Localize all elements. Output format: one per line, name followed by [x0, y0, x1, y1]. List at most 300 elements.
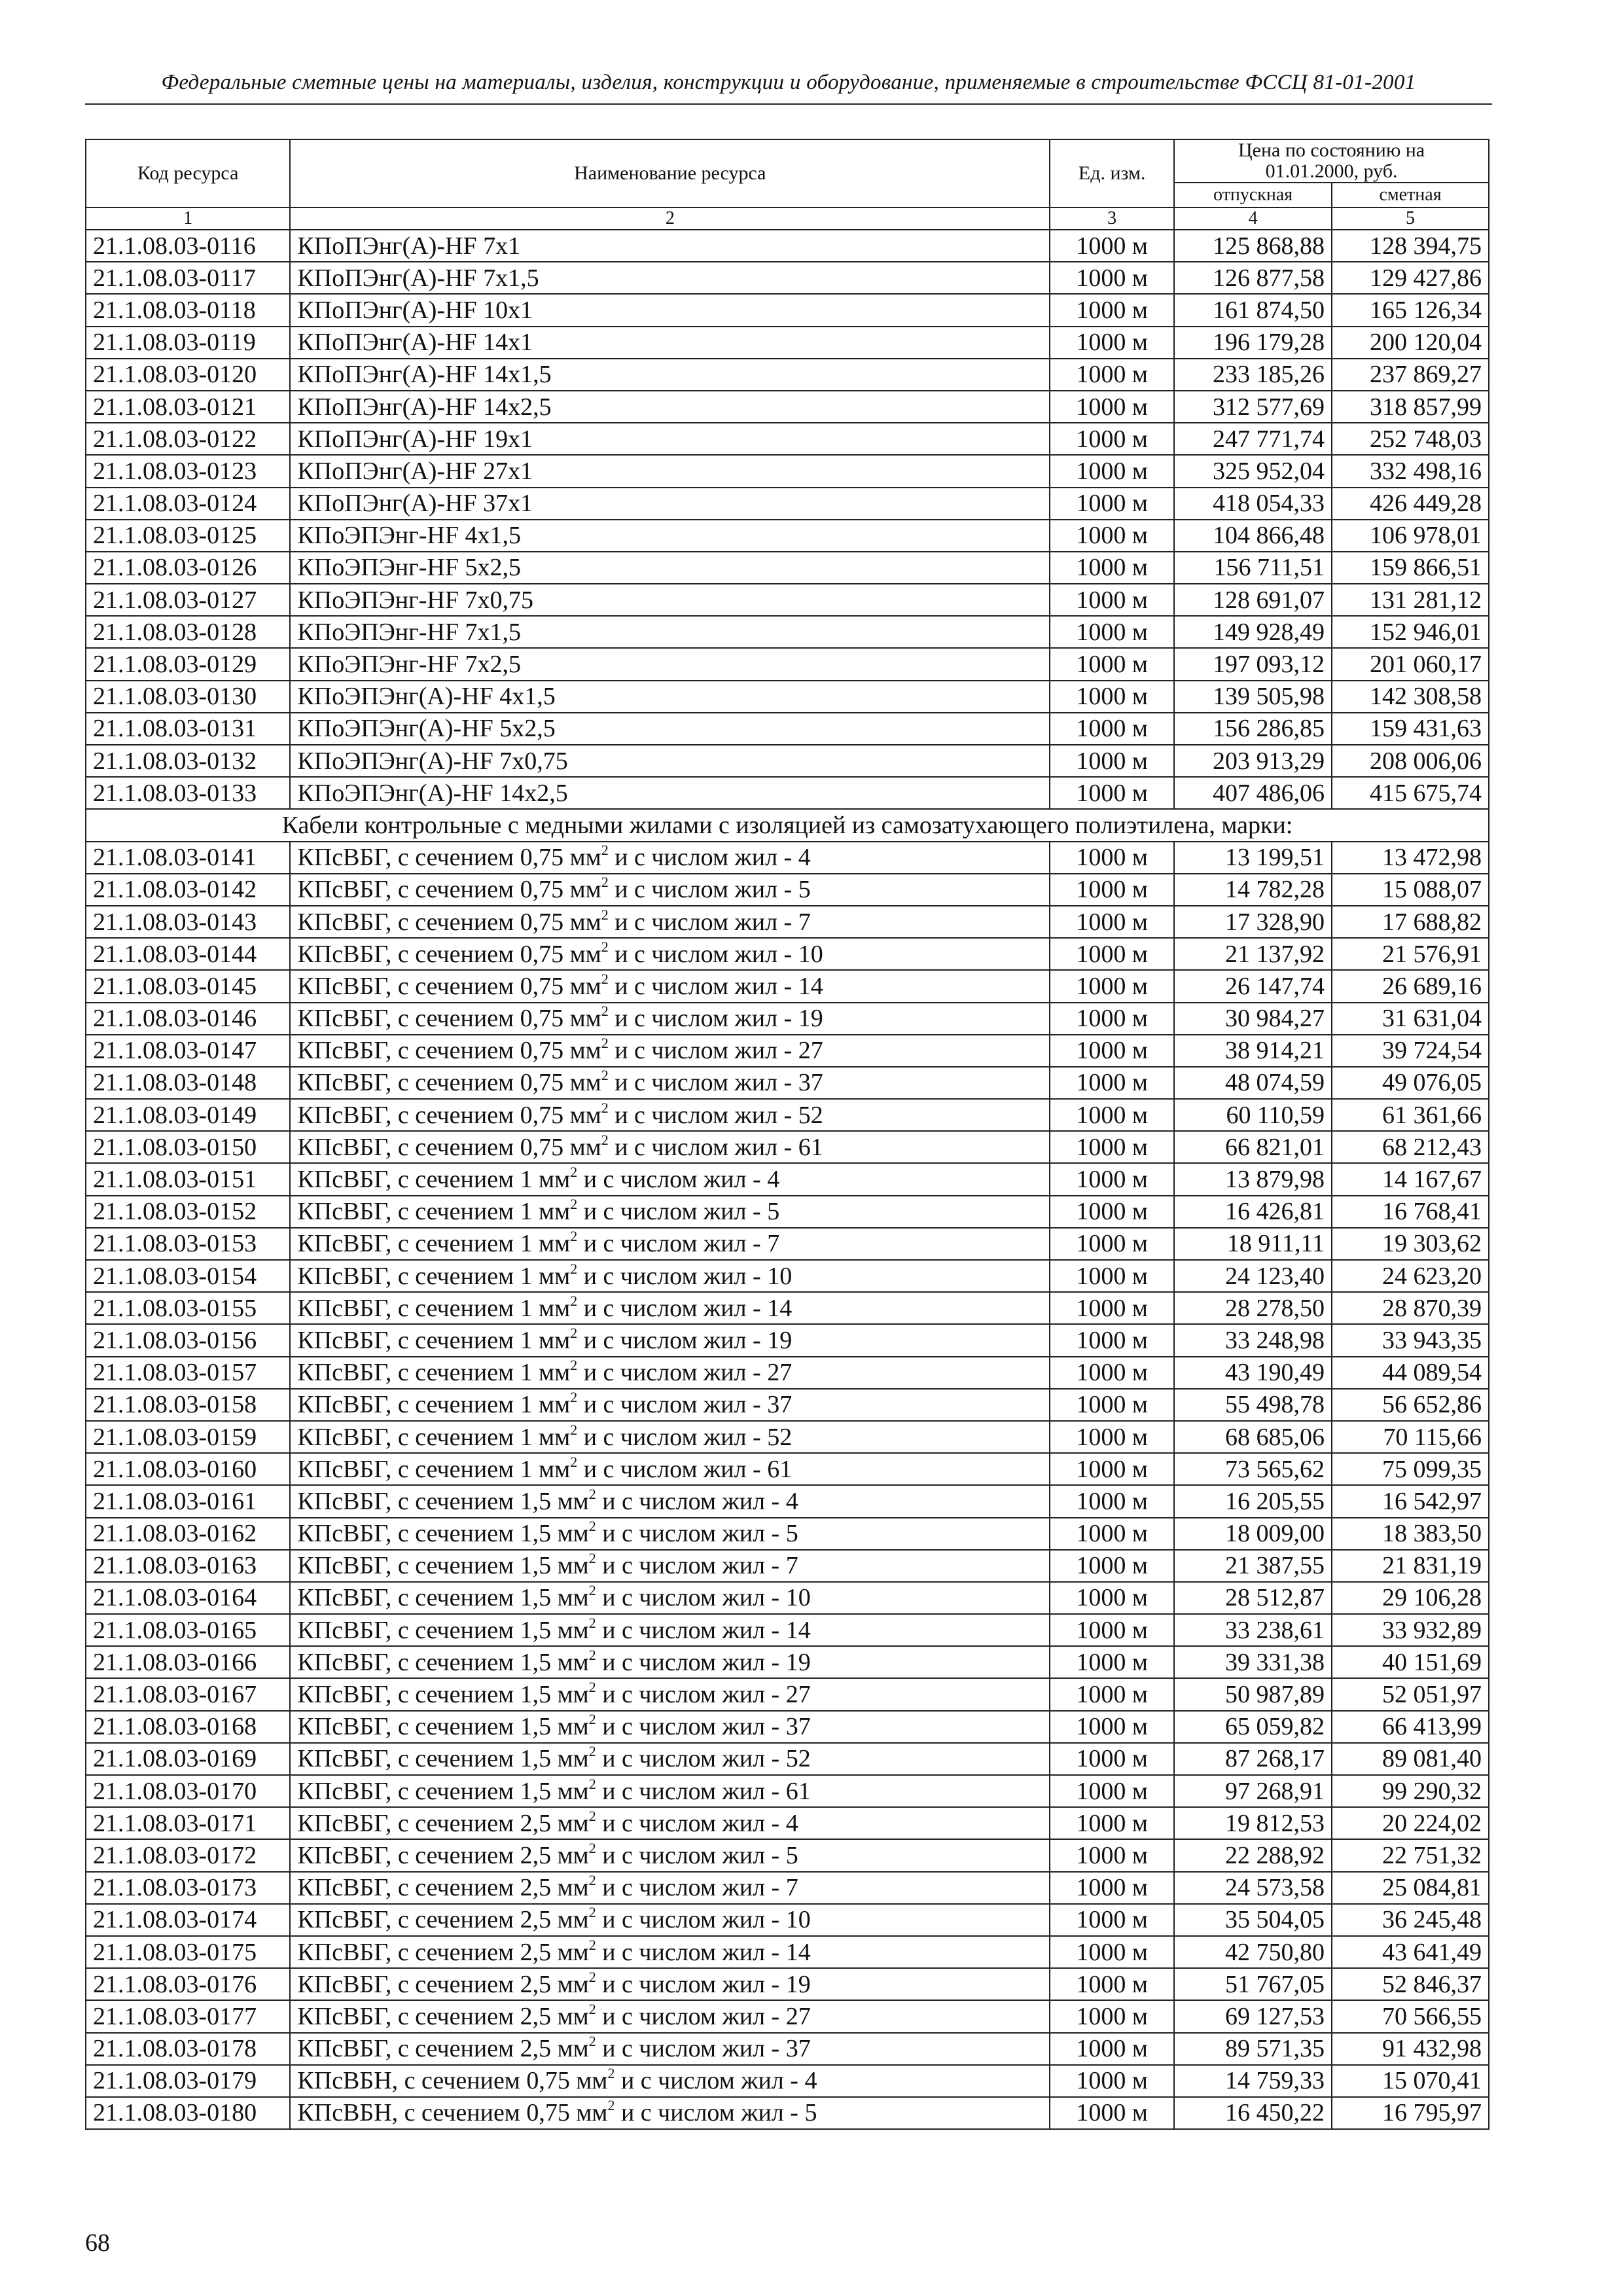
cable-brand: КПсВБГ, — [297, 1584, 392, 1612]
estimate-price: 18 383,50 — [1332, 1518, 1489, 1550]
core-count: 4 — [785, 1809, 798, 1837]
cable-brand: КПсВБН, — [297, 2067, 399, 2095]
resource-name — [290, 1936, 1050, 1968]
unit-power: 2 — [588, 2033, 596, 2050]
name-prefix: с сечением — [397, 1745, 514, 1773]
estimate-price: 159 866,51 — [1332, 552, 1489, 584]
release-price: 125 868,88 — [1174, 230, 1332, 262]
name-prefix: с сечением — [397, 1841, 514, 1869]
resource-code: 21.1.08.03-0162 — [86, 1518, 290, 1550]
core-count: 61 — [785, 1777, 811, 1805]
estimate-price: 89 081,40 — [1332, 1743, 1489, 1775]
section-unit: мм — [557, 1809, 589, 1837]
estimate-price: 106 978,01 — [1332, 520, 1489, 552]
section-unit: мм — [557, 1648, 589, 1676]
unit-power: 2 — [588, 1743, 596, 1760]
table-row — [86, 1646, 1489, 1678]
unit-cell: 1000 м — [1050, 262, 1174, 294]
table-row — [86, 1389, 1489, 1421]
release-price: 16 205,55 — [1174, 1485, 1332, 1517]
resource-name — [290, 1453, 1050, 1485]
name-prefix: с сечением — [397, 1262, 514, 1290]
estimate-price: 200 120,04 — [1332, 327, 1489, 359]
section-heading-group — [86, 809, 1489, 841]
table-row — [86, 2065, 1489, 2097]
core-count: 4 — [785, 1487, 798, 1515]
table-body-a — [86, 230, 1489, 809]
release-price: 16 426,81 — [1174, 1196, 1332, 1228]
resource-code: 21.1.08.03-0177 — [86, 2000, 290, 2032]
section-unit: мм — [557, 2002, 589, 2030]
unit-power: 2 — [570, 1453, 578, 1470]
resource-name — [290, 1099, 1050, 1131]
unit-power: 2 — [570, 1421, 578, 1438]
core-count: 5 — [767, 1198, 780, 1226]
col-number: 5 — [1332, 207, 1489, 230]
resource-code: 21.1.08.03-0151 — [86, 1163, 290, 1195]
table-row — [86, 1228, 1489, 1260]
col-header-estimate: сметная — [1332, 183, 1489, 207]
unit-cell: 1000 м — [1050, 1485, 1174, 1517]
name-middle: и с числом жил - — [615, 1101, 793, 1129]
section-unit: мм — [557, 1777, 589, 1805]
release-price: 161 874,50 — [1174, 294, 1332, 326]
table-row — [86, 327, 1489, 359]
estimate-price: 56 652,86 — [1332, 1389, 1489, 1421]
resource-code: 21.1.08.03-0121 — [86, 391, 290, 423]
name-middle: и с числом жил - — [583, 1294, 761, 1322]
table-row — [86, 1872, 1489, 1904]
name-middle: и с числом жил - — [615, 1005, 793, 1033]
release-price: 66 821,01 — [1174, 1131, 1332, 1163]
cable-brand: КПсВБГ, — [297, 1841, 392, 1869]
cable-brand: КПсВБГ, — [297, 1906, 392, 1934]
table-row — [86, 1421, 1489, 1453]
resource-name — [290, 842, 1050, 874]
release-price: 14 759,33 — [1174, 2065, 1332, 2097]
resource-code: 21.1.08.03-0123 — [86, 455, 290, 487]
price-table — [85, 139, 1489, 2130]
cable-brand: КПсВБГ, — [297, 1874, 392, 1902]
table-row — [86, 777, 1489, 809]
unit-cell: 1000 м — [1050, 1035, 1174, 1067]
table-row — [86, 1678, 1489, 1710]
table-row — [86, 1035, 1489, 1067]
cross-section: 1 — [520, 1326, 533, 1354]
cross-section: 1,5 — [520, 1681, 552, 1709]
estimate-price: 61 361,66 — [1332, 1099, 1489, 1131]
name-middle: и с числом жил - — [602, 1552, 780, 1580]
estimate-price: 70 566,55 — [1332, 2000, 1489, 2032]
section-unit: мм — [569, 1037, 601, 1065]
resource-code: 21.1.08.03-0176 — [86, 1968, 290, 2000]
table-row — [86, 713, 1489, 745]
table-row — [86, 584, 1489, 616]
name-middle: и с числом жил - — [620, 2099, 798, 2127]
cross-section: 0,75 — [520, 1133, 564, 1161]
cross-section: 2,5 — [520, 2002, 552, 2030]
resource-code: 21.1.08.03-0130 — [86, 681, 290, 713]
estimate-price: 68 212,43 — [1332, 1131, 1489, 1163]
table-row — [86, 1260, 1489, 1292]
estimate-price: 33 932,89 — [1332, 1614, 1489, 1646]
cable-brand: КПсВБГ, — [297, 876, 392, 904]
table-row — [86, 1775, 1489, 1807]
cross-section: 1,5 — [520, 1745, 552, 1773]
unit-cell: 1000 м — [1050, 488, 1174, 520]
table-row — [86, 1614, 1489, 1646]
core-count: 19 — [798, 1005, 823, 1033]
table-row — [86, 1743, 1489, 1775]
release-price: 42 750,80 — [1174, 1936, 1332, 1968]
table-row — [86, 1163, 1489, 1195]
name-prefix: с сечением — [397, 1713, 514, 1741]
unit-power: 2 — [588, 1485, 596, 1502]
core-count: 14 — [767, 1294, 793, 1322]
cable-brand: КПсВБГ, — [297, 2002, 392, 2030]
cross-section: 1 — [520, 1198, 533, 1226]
cross-section: 0,75 — [520, 1101, 564, 1129]
section-unit: мм — [557, 1874, 589, 1902]
name-middle: и с числом жил - — [583, 1230, 761, 1258]
resource-name: КПоПЭнг(А)-HF 27x1 — [290, 455, 1050, 487]
cable-brand: КПсВБН, — [297, 2099, 399, 2127]
resource-code: 21.1.08.03-0158 — [86, 1389, 290, 1421]
name-prefix: с сечением — [397, 1326, 514, 1354]
resource-name — [290, 906, 1050, 938]
section-unit: мм — [557, 1970, 589, 1998]
unit-power: 2 — [601, 938, 609, 955]
name-middle: и с числом жил - — [602, 1616, 780, 1644]
cable-brand: КПсВБГ, — [297, 1616, 392, 1644]
resource-code: 21.1.08.03-0116 — [86, 230, 290, 262]
estimate-price: 332 498,16 — [1332, 455, 1489, 487]
estimate-price: 25 084,81 — [1332, 1872, 1489, 1904]
cable-brand: КПсВБГ, — [297, 1552, 392, 1580]
resource-name — [290, 1035, 1050, 1067]
unit-cell: 1000 м — [1050, 1196, 1174, 1228]
unit-power: 2 — [588, 1711, 596, 1728]
resource-code: 21.1.08.03-0146 — [86, 1003, 290, 1035]
section-unit: мм — [569, 940, 601, 968]
estimate-price: 426 449,28 — [1332, 488, 1489, 520]
table-row — [86, 230, 1489, 262]
release-price: 28 512,87 — [1174, 1582, 1332, 1614]
name-middle: и с числом жил - — [602, 1809, 780, 1837]
name-prefix: с сечением — [397, 1906, 514, 1934]
name-prefix: с сечением — [397, 972, 514, 1000]
section-unit: мм — [539, 1455, 571, 1483]
col-number: 1 — [86, 207, 290, 230]
resource-code: 21.1.08.03-0120 — [86, 359, 290, 391]
estimate-price: 31 631,04 — [1332, 1003, 1489, 1035]
table-row — [86, 745, 1489, 777]
unit-cell: 1000 м — [1050, 1131, 1174, 1163]
table-row — [86, 874, 1489, 906]
col-header-price: Цена по состоянию на 01.01.2000, руб. — [1174, 139, 1489, 183]
table-row — [86, 1518, 1489, 1550]
name-prefix: с сечением — [397, 1552, 514, 1580]
release-price: 60 110,59 — [1174, 1099, 1332, 1131]
cross-section: 1 — [520, 1230, 533, 1258]
section-unit: мм — [557, 1745, 589, 1773]
unit-cell: 1000 м — [1050, 1582, 1174, 1614]
name-middle: и с числом жил - — [615, 972, 793, 1000]
release-price: 312 577,69 — [1174, 391, 1332, 423]
core-count: 14 — [785, 1938, 811, 1966]
resource-code: 21.1.08.03-0126 — [86, 552, 290, 584]
unit-power: 2 — [588, 1968, 596, 1985]
table-row — [86, 294, 1489, 326]
cross-section: 1 — [520, 1294, 533, 1322]
resource-name — [290, 1067, 1050, 1099]
cable-brand: КПсВБГ, — [297, 1198, 392, 1226]
cross-section: 0,75 — [520, 908, 564, 936]
release-price: 33 248,98 — [1174, 1324, 1332, 1356]
resource-code: 21.1.08.03-0150 — [86, 1131, 290, 1163]
cross-section: 0,75 — [526, 2099, 570, 2127]
section-unit: мм — [557, 1520, 589, 1548]
resource-name — [290, 1968, 1050, 2000]
cable-brand: КПсВБГ, — [297, 2035, 392, 2063]
table-row — [86, 488, 1489, 520]
name-middle: и с числом жил - — [583, 1326, 761, 1354]
section-unit: мм — [557, 1487, 589, 1515]
release-price: 19 812,53 — [1174, 1807, 1332, 1839]
release-price: 233 185,26 — [1174, 359, 1332, 391]
resource-code: 21.1.08.03-0119 — [86, 327, 290, 359]
unit-cell: 1000 м — [1050, 1324, 1174, 1356]
resource-code: 21.1.08.03-0157 — [86, 1357, 290, 1389]
name-prefix: с сечением — [397, 1005, 514, 1033]
unit-cell: 1000 м — [1050, 2033, 1174, 2065]
resource-name: КПоПЭнг(А)-HF 37x1 — [290, 488, 1050, 520]
cable-brand: КПсВБГ, — [297, 1455, 392, 1483]
unit-cell: 1000 м — [1050, 1646, 1174, 1678]
header-rule — [85, 103, 1492, 105]
name-middle: и с числом жил - — [620, 2067, 798, 2095]
name-middle: и с числом жил - — [583, 1198, 761, 1226]
name-middle: и с числом жил - — [615, 1069, 793, 1097]
release-price: 55 498,78 — [1174, 1389, 1332, 1421]
unit-cell: 1000 м — [1050, 1678, 1174, 1710]
unit-power: 2 — [601, 970, 609, 987]
cable-brand: КПсВБГ, — [297, 1359, 392, 1387]
resource-name — [290, 1743, 1050, 1775]
unit-power: 2 — [607, 2097, 615, 2114]
col-header-unit: Ед. изм. — [1050, 139, 1174, 207]
name-middle: и с числом жил - — [602, 1520, 780, 1548]
name-prefix: с сечением — [397, 1809, 514, 1837]
name-middle: и с числом жил - — [602, 1745, 780, 1773]
resource-code: 21.1.08.03-0165 — [86, 1614, 290, 1646]
name-middle: и с числом жил - — [602, 1487, 780, 1515]
estimate-price: 14 167,67 — [1332, 1163, 1489, 1195]
name-prefix: с сечением — [397, 1970, 514, 1998]
name-prefix: с сечением — [397, 844, 514, 872]
name-middle: и с числом жил - — [583, 1166, 761, 1194]
section-unit: мм — [557, 1681, 589, 1709]
col-header-release: отпускная — [1174, 183, 1332, 207]
core-count: 10 — [767, 1262, 793, 1290]
table-row — [86, 1839, 1489, 1871]
unit-cell: 1000 м — [1050, 1453, 1174, 1485]
resource-code: 21.1.08.03-0152 — [86, 1196, 290, 1228]
estimate-price: 24 623,20 — [1332, 1260, 1489, 1292]
section-unit: мм — [539, 1294, 571, 1322]
release-price: 21 137,92 — [1174, 938, 1332, 970]
name-prefix: с сечением — [397, 876, 514, 904]
name-prefix: с сечением — [397, 1359, 514, 1387]
name-prefix: с сечением — [397, 1230, 514, 1258]
resource-code: 21.1.08.03-0143 — [86, 906, 290, 938]
unit-cell: 1000 м — [1050, 874, 1174, 906]
unit-power: 2 — [588, 1646, 596, 1663]
table-row — [86, 1292, 1489, 1324]
resource-name — [290, 1260, 1050, 1292]
section-unit: мм — [557, 1584, 589, 1612]
core-count: 37 — [785, 1713, 811, 1741]
unit-cell: 1000 м — [1050, 1518, 1174, 1550]
table-row — [86, 1485, 1489, 1517]
unit-cell: 1000 м — [1050, 2097, 1174, 2129]
estimate-price: 40 151,69 — [1332, 1646, 1489, 1678]
name-middle: и с числом жил - — [583, 1262, 761, 1290]
resource-code: 21.1.08.03-0145 — [86, 970, 290, 1002]
cable-brand: КПсВБГ, — [297, 1133, 392, 1161]
cable-brand: КПсВБГ, — [297, 1713, 392, 1741]
unit-power: 2 — [601, 874, 609, 891]
cable-brand: КПсВБГ, — [297, 1777, 392, 1805]
table-row — [86, 1099, 1489, 1131]
resource-name: КПоПЭнг(А)-HF 10x1 — [290, 294, 1050, 326]
section-unit: мм — [557, 1841, 589, 1869]
estimate-price: 129 427,86 — [1332, 262, 1489, 294]
resource-name — [290, 874, 1050, 906]
name-prefix: с сечением — [397, 1133, 514, 1161]
release-price: 68 685,06 — [1174, 1421, 1332, 1453]
resource-name: КПоЭПЭнг-HF 5x2,5 — [290, 552, 1050, 584]
cross-section: 0,75 — [520, 1037, 564, 1065]
core-count: 27 — [785, 2002, 811, 2030]
estimate-price: 252 748,03 — [1332, 423, 1489, 455]
col-header-code: Код ресурса — [86, 139, 290, 207]
estimate-price: 39 724,54 — [1332, 1035, 1489, 1067]
resource-code: 21.1.08.03-0133 — [86, 777, 290, 809]
table-row — [86, 455, 1489, 487]
name-prefix: с сечением — [397, 1648, 514, 1676]
col-number: 2 — [290, 207, 1050, 230]
unit-cell: 1000 м — [1050, 1421, 1174, 1453]
release-price: 43 190,49 — [1174, 1357, 1332, 1389]
estimate-price: 26 689,16 — [1332, 970, 1489, 1002]
name-middle: и с числом жил - — [615, 940, 793, 968]
release-price: 407 486,06 — [1174, 777, 1332, 809]
resource-code: 21.1.08.03-0170 — [86, 1775, 290, 1807]
unit-power: 2 — [570, 1292, 578, 1309]
resource-name: КПоПЭнг(А)-HF 14x2,5 — [290, 391, 1050, 423]
release-price: 418 054,33 — [1174, 488, 1332, 520]
section-unit: мм — [539, 1230, 571, 1258]
unit-power: 2 — [588, 1550, 596, 1567]
core-count: 10 — [798, 940, 823, 968]
estimate-price: 16 768,41 — [1332, 1196, 1489, 1228]
core-count: 5 — [785, 1841, 798, 1869]
resource-code: 21.1.08.03-0128 — [86, 616, 290, 648]
core-count: 5 — [785, 1520, 798, 1548]
name-prefix: с сечением — [397, 1487, 514, 1515]
estimate-price: 15 088,07 — [1332, 874, 1489, 906]
name-prefix: с сечением — [397, 1037, 514, 1065]
estimate-price: 17 688,82 — [1332, 906, 1489, 938]
unit-power: 2 — [588, 1904, 596, 1921]
name-middle: и с числом жил - — [602, 1906, 780, 1934]
resource-code: 21.1.08.03-0180 — [86, 2097, 290, 2129]
name-middle: и с числом жил - — [602, 1713, 780, 1741]
unit-cell: 1000 м — [1050, 1839, 1174, 1871]
resource-code: 21.1.08.03-0155 — [86, 1292, 290, 1324]
estimate-price: 33 943,35 — [1332, 1324, 1489, 1356]
cable-brand: КПсВБГ, — [297, 1745, 392, 1773]
estimate-price: 237 869,27 — [1332, 359, 1489, 391]
name-middle: и с числом жил - — [583, 1359, 761, 1387]
core-count: 19 — [785, 1970, 811, 1998]
section-unit: мм — [569, 1133, 601, 1161]
cable-brand: КПсВБГ, — [297, 1487, 392, 1515]
cable-brand: КПсВБГ, — [297, 972, 392, 1000]
unit-cell: 1000 м — [1050, 1099, 1174, 1131]
release-price: 24 573,58 — [1174, 1872, 1332, 1904]
table-body-b — [86, 842, 1489, 2130]
cable-brand: КПсВБГ, — [297, 844, 392, 872]
release-price: 149 928,49 — [1174, 616, 1332, 648]
core-count: 27 — [798, 1037, 823, 1065]
name-middle: и с числом жил - — [602, 1648, 780, 1676]
col-number: 4 — [1174, 207, 1332, 230]
unit-cell: 1000 м — [1050, 1389, 1174, 1421]
release-price: 247 771,74 — [1174, 423, 1332, 455]
resource-code: 21.1.08.03-0161 — [86, 1485, 290, 1517]
release-price: 39 331,38 — [1174, 1646, 1332, 1678]
unit-cell: 1000 м — [1050, 1743, 1174, 1775]
resource-code: 21.1.08.03-0178 — [86, 2033, 290, 2065]
resource-code: 21.1.08.03-0154 — [86, 1260, 290, 1292]
name-prefix: с сечением — [397, 1455, 514, 1483]
name-prefix: с сечением — [404, 2099, 520, 2127]
cross-section: 1 — [520, 1166, 533, 1194]
unit-cell: 1000 м — [1050, 681, 1174, 713]
resource-code: 21.1.08.03-0174 — [86, 1904, 290, 1936]
section-unit: мм — [569, 972, 601, 1000]
resource-name — [290, 1292, 1050, 1324]
estimate-price: 16 795,97 — [1332, 2097, 1489, 2129]
unit-power: 2 — [601, 906, 609, 923]
resource-code: 21.1.08.03-0147 — [86, 1035, 290, 1067]
cross-section: 1,5 — [520, 1777, 552, 1805]
cable-brand: КПсВБГ, — [297, 1648, 392, 1676]
release-price: 26 147,74 — [1174, 970, 1332, 1002]
section-unit: мм — [557, 1552, 589, 1580]
resource-code: 21.1.08.03-0167 — [86, 1678, 290, 1710]
release-price: 38 914,21 — [1174, 1035, 1332, 1067]
release-price: 18 009,00 — [1174, 1518, 1332, 1550]
resource-name — [290, 1904, 1050, 1936]
core-count: 27 — [785, 1681, 811, 1709]
estimate-price: 49 076,05 — [1332, 1067, 1489, 1099]
unit-cell: 1000 м — [1050, 1807, 1174, 1839]
unit-cell: 1000 м — [1050, 520, 1174, 552]
core-count: 27 — [767, 1359, 793, 1387]
